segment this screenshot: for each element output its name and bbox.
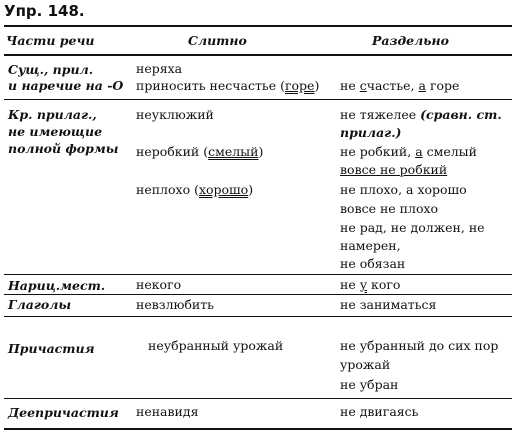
separate-example: не двигаясь — [340, 404, 419, 419]
separate-example: вовсе не плохо — [340, 201, 439, 216]
separate-example: не заниматься — [340, 297, 437, 312]
together-example: невзлюбить — [136, 297, 214, 312]
separate-example: не убранный до сих пор — [340, 338, 499, 353]
pos-label: Кр. прилаг., — [8, 107, 97, 122]
together-example: ненавидя — [136, 404, 199, 419]
table-top-rule — [4, 25, 512, 27]
separate-example: не убран — [340, 377, 399, 392]
table-bottom-rule — [4, 428, 512, 430]
pos-label: Нариц.мест. — [8, 278, 106, 293]
together-example: неплохо (хорошо) — [136, 182, 254, 197]
separate-example: не счастье, а горе — [340, 78, 460, 93]
together-example: неробкий (смелый) — [136, 144, 264, 159]
header-parts-of-speech: Части речи — [6, 33, 95, 48]
separate-example: не обязан — [340, 256, 406, 271]
separate-example: не плохо, а хорошо — [340, 182, 467, 197]
separate-example: намерен, — [340, 238, 401, 253]
pos-label: Причастия — [8, 341, 95, 356]
row-divider — [4, 99, 512, 100]
together-example: некого — [136, 277, 182, 292]
header-separate: Раздельно — [372, 33, 449, 48]
separate-example: не тяжелее (сравн. ст. — [340, 107, 502, 122]
pos-label: Деепричастия — [8, 405, 119, 420]
separate-note: прилаг.) — [340, 125, 402, 140]
row-divider — [4, 316, 512, 317]
separate-example: урожай — [340, 357, 391, 372]
row-divider — [4, 398, 512, 399]
separate-example: не робкий, а смелый — [340, 144, 477, 159]
header-rule — [4, 54, 512, 56]
separate-example: не рад, не должен, не — [340, 220, 485, 235]
pos-label: полной формы — [8, 141, 119, 156]
row-divider — [4, 274, 512, 275]
row-divider — [4, 294, 512, 295]
exercise-title: Упр. 148. — [4, 2, 85, 20]
pos-label: не имеющие — [8, 124, 103, 139]
separate-example: вовсе не робкий — [340, 162, 448, 177]
pos-label: Сущ., прил. — [8, 62, 94, 77]
pos-label: и наречие на -О — [8, 78, 124, 93]
together-example: неуклюжий — [136, 107, 214, 122]
header-together: Слитно — [188, 33, 247, 48]
separate-example: не у кого — [340, 277, 401, 292]
together-example: неубранный урожай — [148, 338, 284, 353]
pos-label: Глаголы — [8, 297, 72, 312]
together-example: неряха — [136, 61, 183, 76]
together-example: приносить несчастье (горе) — [136, 78, 320, 93]
